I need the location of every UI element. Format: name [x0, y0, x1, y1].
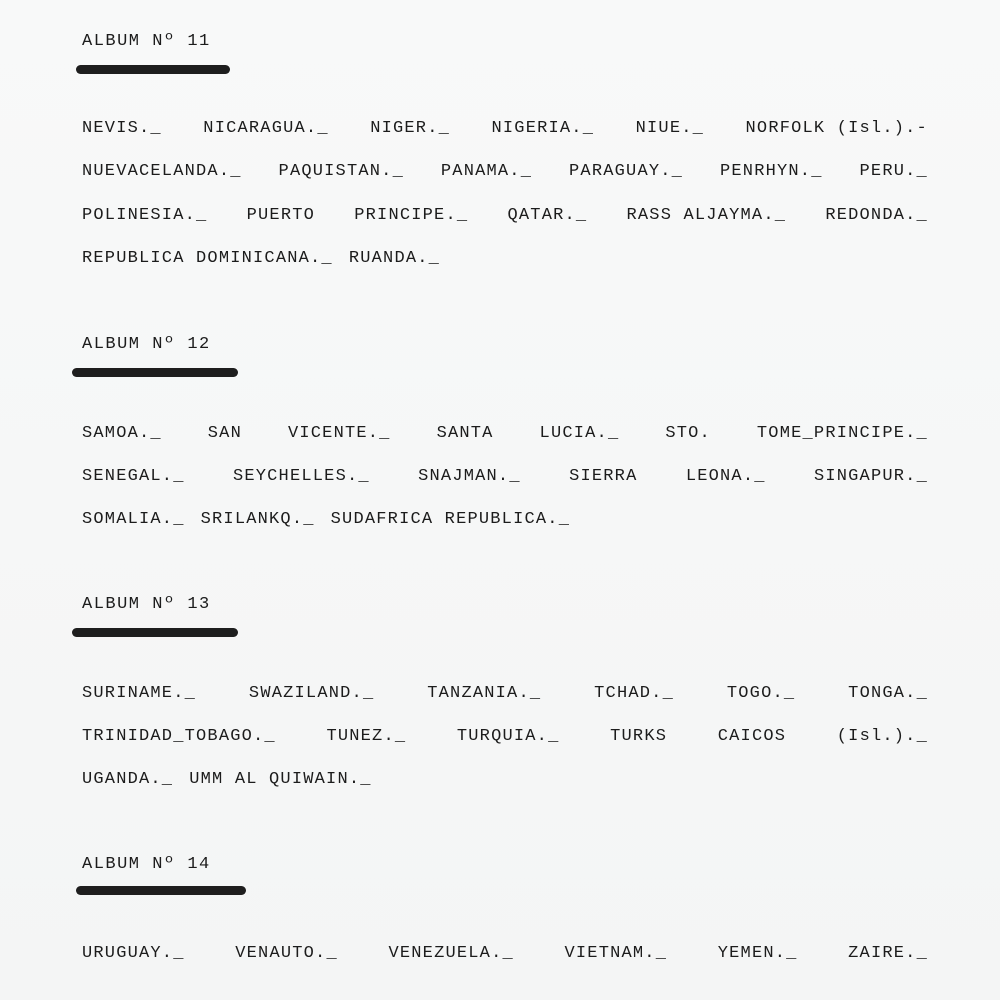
country-entry: SAN [207, 423, 242, 443]
country-line [82, 246, 928, 270]
country-entry: TOME_PRINCIPE._ [756, 423, 928, 443]
country-entry: PARAGUAY._ [569, 161, 684, 181]
country-entry: NORFOLK (Isl.).- [745, 118, 928, 138]
country-entry: TANZANIA._ [427, 683, 542, 703]
country-entry: TCHAD._ [594, 683, 674, 703]
country-entry: CAICOS [717, 726, 787, 746]
country-entry: NUEVACELANDA._ [82, 161, 242, 181]
country-entry: RASS ALJAYMA._ [626, 205, 787, 225]
country-line [82, 116, 928, 140]
country-entry: NIUE._ [635, 118, 705, 138]
country-entry: SURINAME._ [82, 683, 197, 703]
country-entry: SIERRA [569, 466, 638, 486]
country-entry: PERU._ [859, 161, 928, 181]
country-line [82, 203, 928, 227]
country-entry: SENEGAL._ [82, 466, 185, 486]
country-entry: NEVIS._ [82, 118, 162, 138]
country-entry: POLINESIA._ [82, 205, 208, 225]
country-entry: PANAMA._ [440, 161, 533, 181]
country-entry: TUNEZ._ [326, 726, 407, 746]
country-entry: PUERTO [246, 205, 316, 225]
country-entry: SNAJMAN._ [418, 466, 521, 486]
country-entry: SOMALIA._ [82, 509, 185, 529]
country-line [82, 464, 928, 488]
country-entry: VICENTE._ [287, 423, 391, 443]
country-line [82, 941, 928, 965]
country-entry: SANTA [436, 423, 494, 443]
country-line [82, 507, 928, 531]
country-entry: PRINCIPE._ [354, 205, 469, 225]
country-entry: TOGO._ [726, 683, 796, 703]
country-entry: VENEZUELA._ [388, 943, 514, 963]
country-entry: ZAIRE._ [848, 943, 928, 963]
country-line [82, 421, 928, 445]
country-entry: TRINIDAD_TOBAGO._ [82, 726, 276, 746]
country-entry: SAMOA._ [82, 423, 162, 443]
country-entry: VENAUTO._ [235, 943, 338, 963]
country-entry: NIGER._ [370, 118, 451, 138]
country-entry: YEMEN._ [717, 943, 798, 963]
title-underline [72, 368, 238, 377]
title-underline [72, 628, 238, 637]
country-entry: SINGAPUR._ [813, 466, 928, 486]
country-entry: PAQUISTAN._ [278, 161, 404, 181]
country-entry: STO. [665, 423, 711, 443]
country-entry: RUANDA._ [348, 248, 441, 268]
country-entry: TONGA._ [848, 683, 928, 703]
country-entry: VIETNAM._ [564, 943, 668, 963]
country-entry: UGANDA._ [82, 769, 174, 789]
country-entry: REPUBLICA DOMINICANA._ [82, 248, 333, 268]
album-title: ALBUM Nº 11 [82, 32, 211, 51]
country-entry: SWAZILAND._ [248, 683, 375, 703]
album-title: ALBUM Nº 12 [82, 335, 211, 354]
country-entry: SRILANKQ._ [200, 509, 315, 529]
country-line [82, 767, 928, 791]
country-line [82, 724, 928, 748]
country-entry: LUCIA._ [539, 423, 620, 443]
country-entry: PENRHYN._ [719, 161, 823, 181]
album-title: ALBUM Nº 14 [82, 855, 211, 874]
country-entry: LEONA._ [685, 466, 766, 486]
country-entry: REDONDA._ [825, 205, 928, 225]
country-entry: UMM AL QUIWAIN._ [189, 769, 372, 789]
title-underline [76, 886, 246, 895]
country-entry: TURKS [610, 726, 668, 746]
country-entry: NIGERIA._ [491, 118, 595, 138]
country-entry: QATAR._ [507, 205, 588, 225]
title-underline [76, 65, 230, 74]
country-entry: SUDAFRICA REPUBLICA._ [330, 509, 571, 529]
country-line [82, 681, 928, 705]
country-entry: TURQUIA._ [456, 726, 560, 746]
album-title: ALBUM Nº 13 [82, 595, 211, 614]
country-line [82, 159, 928, 183]
country-entry: (Isl.)._ [836, 726, 928, 746]
country-entry: SEYCHELLES._ [232, 466, 370, 486]
country-entry: NICARAGUA._ [203, 118, 329, 138]
country-entry: URUGUAY._ [82, 943, 185, 963]
